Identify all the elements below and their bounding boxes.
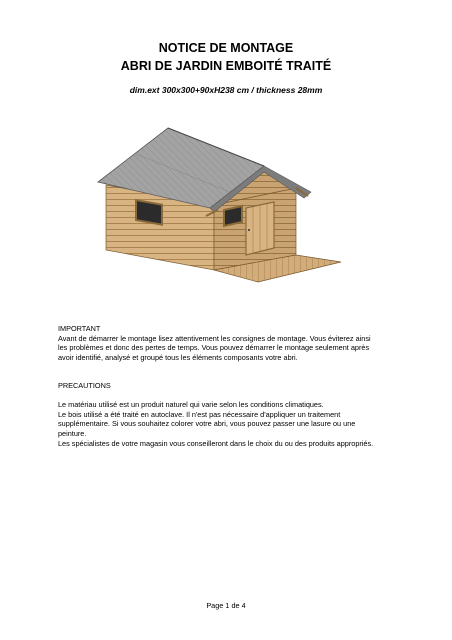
- precautions-line: Le bois utilisé a été traité en autoclave. Il n'est pas nécessaire d'appliquer un traitement: [58, 409, 341, 419]
- important-line: les problèmes et donc des pertes de temps. Vous pouvez démarrer le montage seulement après: [58, 343, 370, 353]
- document-title-line2: ABRI DE JARDIN EMBOITÉ TRAITÉ: [120, 59, 332, 73]
- page-number-footer: Page 1 de 4: [206, 601, 246, 610]
- garden-shed-illustration: [96, 110, 346, 300]
- precautions-heading: PRECAUTIONS: [58, 381, 111, 390]
- important-heading: IMPORTANT: [58, 324, 101, 333]
- important-section: [58, 324, 398, 362]
- shed-window-right: [224, 206, 242, 226]
- document-subtitle: dim.ext 300x300+90xH238 cm / thickness 28mm: [129, 85, 323, 95]
- spacer: [58, 391, 398, 401]
- precautions-line: Le matériau utilisé est un produit naturel qui varie selon les conditions climatiques.: [58, 400, 324, 410]
- important-line: avoir identifié, analysé et groupé tous les éléments composants votre abri.: [58, 352, 298, 362]
- precautions-line: peinture.: [58, 428, 87, 438]
- important-line: Avant de démarrer le montage lisez attentivement les consignes de montage. Vous éviterez ainsi: [58, 333, 371, 343]
- shed-window-left: [136, 200, 162, 225]
- precautions-line: Les spécialistes de votre magasin vous conseilleront dans le choix du ou des produits appropriés.: [58, 438, 374, 448]
- precautions-section: [58, 381, 398, 448]
- precautions-line: supplémentaire. Si vous souhaitez colorer votre abri, vous pouvez passer une lasure ou une: [58, 419, 356, 429]
- document-title-line1: NOTICE DE MONTAGE: [158, 41, 294, 55]
